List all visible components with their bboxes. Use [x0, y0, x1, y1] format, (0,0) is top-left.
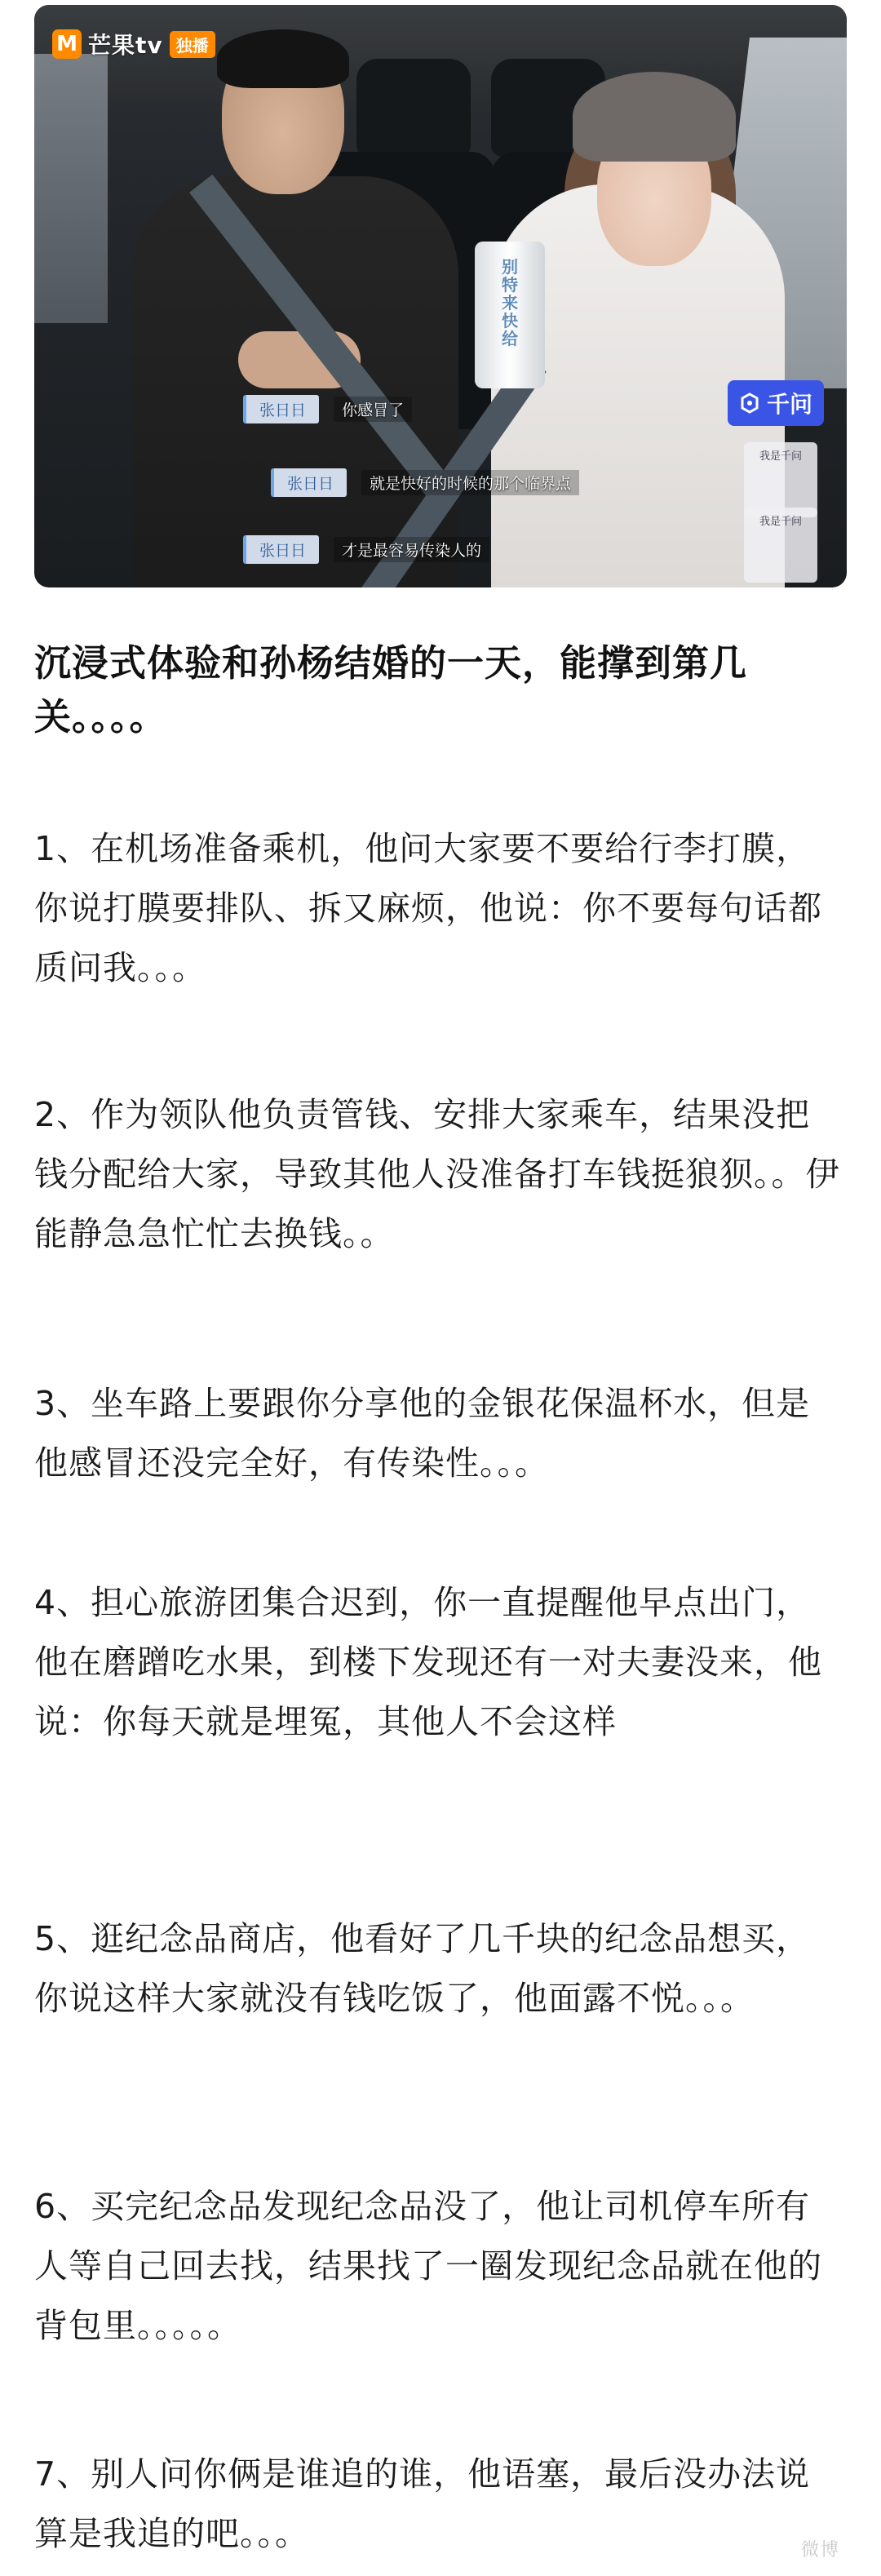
article-paragraph: 4、担心旅游团集合迟到，你一直提醒他早点出门，他在磨蹭吃水果，到楼下发现还有一对夫妻没来，他说：你每天就是埋冤，其他人不会这样 [34, 1583, 822, 1741]
subtitle-row [243, 393, 412, 424]
subtitle-speaker: 张日日 [243, 395, 319, 423]
subtitle-row [271, 467, 579, 498]
woman-hat [573, 72, 736, 162]
headrest [356, 59, 471, 157]
article-paragraph: 1、在机场准备乘机，他问大家要不要给行李打膜，你说打膜要排队、拆又麻烦，他说：你不要每句话都质问我。。。 [34, 829, 822, 987]
subtitle-text: 才是最容易传染人的 [334, 537, 489, 562]
article-paragraph: 6、买完纪念品发现纪念品没了，他让司机停车所有人等自己回去找，结果找了一圈发现纪念品就在他的背包里。。。。。 [34, 2187, 822, 2345]
qianwen-label: 千问 [766, 391, 812, 418]
watermark: 微博 [800, 2540, 840, 2560]
subtitle-speaker: 张日日 [243, 535, 319, 564]
article-paragraph: 3、坐车路上要跟你分享他的金银花保温杯水，但是他感冒还没完全好，有传染性。。。 [34, 1384, 811, 1483]
qianwen-icon [739, 392, 760, 414]
subtitle-speaker: 张日日 [271, 468, 347, 497]
mango-tv-logo [52, 28, 215, 60]
car-window-left [34, 54, 108, 323]
subtitle-text: 就是快好的时候的那个临界点 [361, 470, 579, 495]
subtitle-text: 你感冒了 [334, 397, 412, 422]
article-paragraph: 7、别人问你俩是谁追的谁，他语塞，最后没办法说算是我追的吧。。。 [34, 2454, 811, 2553]
subtitle-row [243, 534, 489, 565]
video-thumbnail[interactable] [34, 5, 847, 587]
article-paragraph: 5、逛纪念品商店，他看好了几千块的纪念品想买，你说这样大家就没有钱吃饭了，他面露不悦。。。 [34, 1919, 811, 2018]
exclusive-badge: 独播 [170, 31, 215, 58]
logo-text: 芒果tv [88, 32, 163, 59]
mango-logo-icon: M [52, 29, 82, 59]
man-hair [217, 29, 349, 88]
article-title: 沉浸式体验和孙杨结婚的一天，能撑到第几关。。。。 [34, 641, 748, 738]
article-paragraph: 2、作为领队他负责管钱、安排大家乘车，结果没把钱分配给大家，导致其他人没准备打车钱挺狼狈。。伊能静急急忙忙去换钱。。 [34, 1095, 840, 1253]
qianwen-thumbnail: 我是千问 [744, 442, 817, 517]
cup-label: 别特来快给 [502, 257, 518, 348]
qianwen-badge[interactable] [728, 380, 824, 426]
qianwen-thumbnail: 我是千问 [744, 508, 817, 583]
